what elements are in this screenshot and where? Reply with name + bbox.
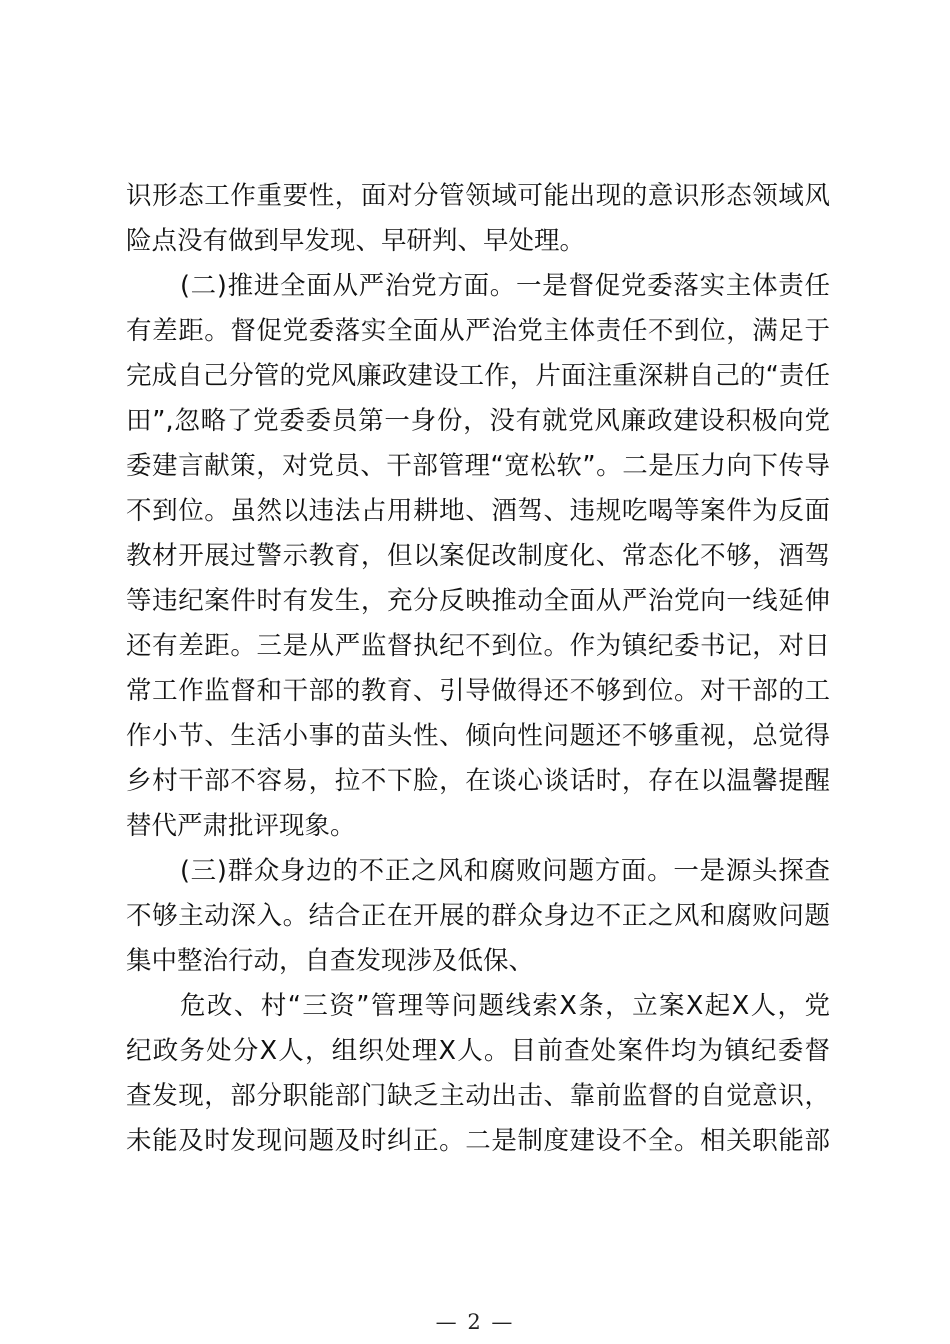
document-body	[126, 174, 830, 1164]
text-line: 完成自己分管的党风廉政建设工作，片面注重深耕自己的“责任	[126, 361, 830, 391]
text-line: 作小节、生活小事的苗头性、倾向性问题还不够重视，总觉得	[126, 721, 830, 751]
text-line: 常工作监督和干部的教育、引导做得还不够到位。对干部的工	[126, 676, 830, 706]
text-line: 委建言献策，对党员、干部管理“宽松软”。二是压力向下传导	[126, 451, 830, 481]
text-line: 不够主动深入。结合正在开展的群众身边不正之风和腐败问题	[126, 901, 830, 931]
text-line: (二)推进全面从严治党方面。一是督促党委落实主体责任	[180, 271, 830, 301]
text-line: 识形态工作重要性，面对分管领域可能出现的意识形态领域风	[126, 181, 830, 211]
text-line: 不到位。虽然以违法占用耕地、酒驾、违规吃喝等案件为反面	[126, 496, 830, 526]
text-line: 纪政务处分X人，组织处理X人。目前查处案件均为镇纪委督	[126, 1036, 830, 1066]
text-line: 田”,忽略了党委委员第一身份，没有就党风廉政建设积极向党	[126, 406, 830, 436]
text-line: 险点没有做到早发现、早研判、早处理。	[126, 226, 586, 256]
text-line: 集中整治行动，自查发现涉及低保、	[126, 946, 535, 976]
text-line: 查发现，部分职能部门缺乏主动出击、靠前监督的自觉意识，	[126, 1081, 830, 1111]
text-line: 替代严肃批评现象。	[126, 811, 356, 841]
text-line: (三)群众身边的不正之风和腐败问题方面。一是源头探查	[180, 856, 830, 886]
text-line: 危改、村“三资”管理等问题线索X条，立案X起X人，党	[180, 991, 830, 1021]
text-line: 乡村干部不容易，拉不下脸，在谈心谈话时，存在以温馨提醒	[126, 766, 830, 796]
page-number: — 2 —	[435, 1310, 515, 1334]
text-line: 未能及时发现问题及时纠正。二是制度建设不全。相关职能部	[126, 1126, 830, 1156]
text-line: 有差距。督促党委落实全面从严治党主体责任不到位，满足于	[126, 316, 830, 346]
text-line: 还有差距。三是从严监督执纪不到位。作为镇纪委书记，对日	[126, 631, 830, 661]
text-line: 教材开展过警示教育，但以案促改制度化、常态化不够，酒驾	[126, 541, 830, 571]
text-line: 等违纪案件时有发生，充分反映推动全面从严治党向一线延伸	[126, 586, 830, 616]
